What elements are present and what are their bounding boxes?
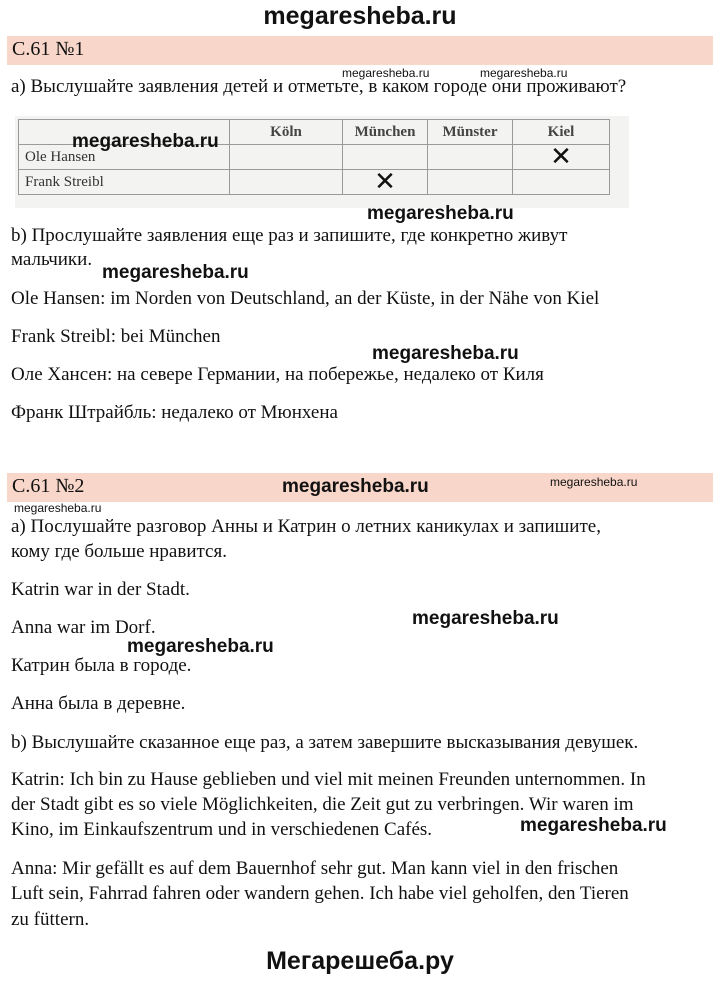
watermark: megaresheba.ru — [282, 476, 429, 497]
watermark: megaresheba.ru — [550, 475, 638, 489]
table-cell-name: Ole Hansen — [19, 145, 230, 170]
table-cell-mark — [343, 145, 428, 170]
table-header-cell: Münster — [428, 120, 513, 145]
task-1a: а) Выслушайте заявления детей и отметьте, в каком городе они проживают? — [11, 76, 627, 97]
watermark: megaresheba.ru — [72, 131, 219, 152]
table-cell-mark — [230, 145, 343, 170]
answer-2-2: Anna war im Dorf. — [11, 617, 156, 638]
watermark: megaresheba.ru — [14, 501, 102, 515]
task-2b: b) Выслушайте сказанное еще раз, а затем завершите высказывания девушек. — [11, 732, 639, 753]
watermark: megaresheba.ru — [367, 203, 514, 224]
task-2a-line2: кому где больше нравится. — [11, 541, 227, 562]
site-footer: Мегарешеба.ру — [266, 947, 454, 975]
answer-1-1: Ole Hansen: im Norden von Deutschland, an der Küste, in der Nähe von Kiel — [11, 288, 600, 309]
table-cell-name: Frank Streibl — [19, 170, 230, 195]
task-1b-line1: b) Прослушайте заявления еще раз и запишите, где конкретно живут — [11, 225, 568, 246]
table-cell-mark — [428, 170, 513, 195]
katrin-line1: Katrin: Ich bin zu Hause geblieben und viel mit meinen Freunden unternommen. In — [11, 769, 646, 790]
table-cell-mark — [513, 170, 610, 195]
answer-1-2: Frank Streibl: bei München — [11, 326, 221, 347]
watermark: megaresheba.ru — [412, 608, 559, 629]
table-row — [19, 170, 610, 195]
anna-line3: zu füttern. — [11, 909, 90, 930]
section-header-1 — [7, 36, 713, 65]
task-1b-line2: мальчики. — [11, 249, 93, 270]
anna-line2: Luft sein, Fahrrad fahren oder wandern gehen. Ich habe viel geholfen, den Tieren — [11, 883, 629, 904]
section-title-2: С.61 №2 — [12, 475, 85, 497]
watermark: megaresheba.ru — [127, 636, 274, 657]
site-header: megaresheba.ru — [263, 2, 457, 30]
watermark: megaresheba.ru — [520, 815, 667, 836]
watermark: megaresheba.ru — [102, 262, 249, 283]
answer-2-4: Анна была в деревне. — [11, 693, 186, 714]
section-title-1: С.61 №1 — [12, 38, 85, 60]
answer-2-3: Катрин была в городе. — [11, 655, 192, 676]
answer-2-1: Katrin war in der Stadt. — [11, 579, 190, 600]
watermark: megaresheba.ru — [372, 343, 519, 364]
answer-1-3: Оле Хансен: на севере Германии, на побережье, недалеко от Киля — [11, 364, 544, 385]
watermark: megaresheba.ru — [480, 66, 568, 80]
katrin-line2: der Stadt gibt es so viele Möglichkeiten, die Zeit gut zu verbringen. Wir waren im — [11, 794, 634, 815]
table-cell-mark — [230, 170, 343, 195]
anna-line1: Anna: Mir gefällt es auf dem Bauernhof sehr gut. Man kann viel in den frischen — [11, 858, 619, 879]
table-header-cell: Köln — [230, 120, 343, 145]
table-header-cell: Kiel — [513, 120, 610, 145]
table-cell-mark: ✕ — [343, 170, 428, 195]
task-2a-line1: а) Послушайте разговор Анны и Катрин о летних каникулах и запишите, — [11, 516, 601, 537]
table-header-cell: München — [343, 120, 428, 145]
table-cell-mark: ✕ — [513, 145, 610, 170]
katrin-line3: Kino, im Einkaufszentrum und in verschiedenen Cafés. — [11, 819, 433, 840]
table-cell-mark — [428, 145, 513, 170]
watermark: megaresheba.ru — [342, 66, 430, 80]
answer-1-4: Франк Штрайбль: недалеко от Мюнхена — [11, 402, 338, 423]
